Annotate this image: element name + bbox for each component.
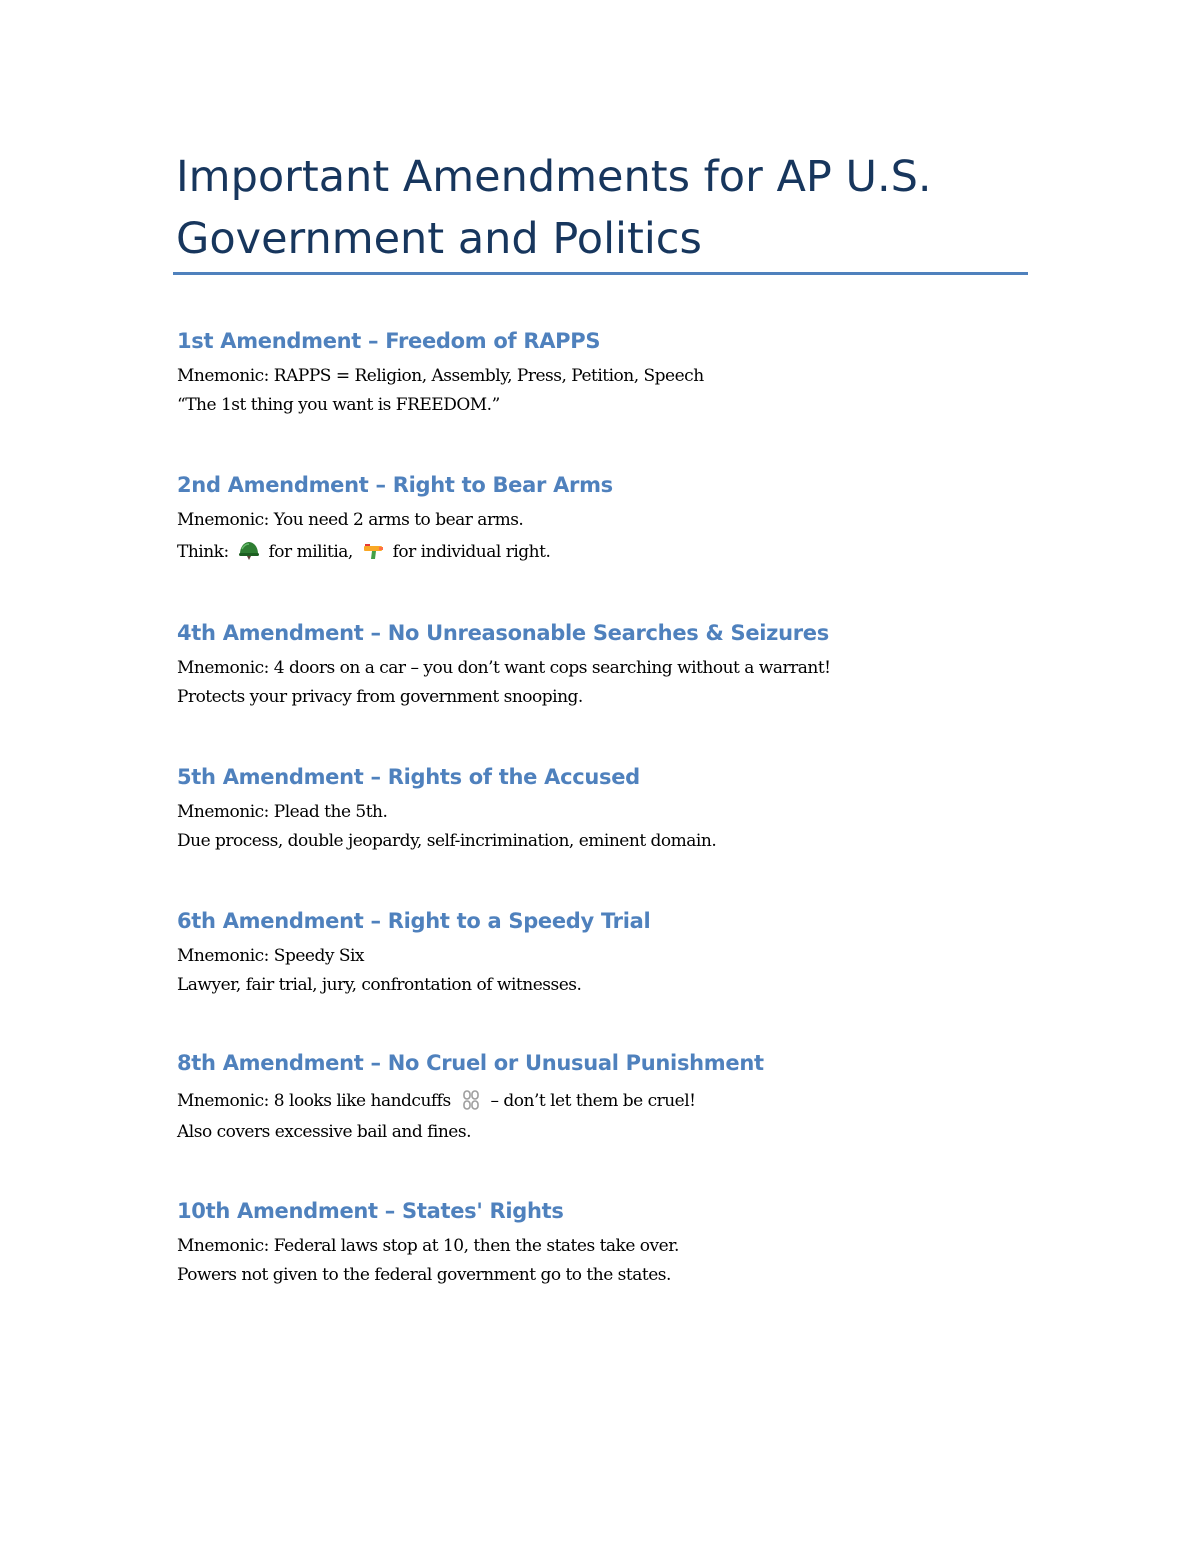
section-4th-amendment [177, 618, 1077, 712]
section-heading: 6th Amendment – Right to a Speedy Trial [177, 909, 651, 933]
section-10th-amendment [177, 1196, 1077, 1290]
chains-icon [460, 1090, 482, 1110]
section-heading: 4th Amendment – No Unreasonable Searches & Seizures [177, 621, 829, 645]
section-8th-amendment [177, 1048, 1077, 1147]
detail-line: Lawyer, fair trial, jury, confrontation of witnesses. [177, 975, 582, 995]
title-line-2: Government and Politics [176, 214, 702, 264]
mnemonic-line: Mnemonic: Plead the 5th. [177, 802, 388, 822]
mnemonic-line: Mnemonic: You need 2 arms to bear arms. [177, 510, 524, 530]
title-line-1: Important Amendments for AP U.S. [176, 152, 932, 202]
section-5th-amendment [177, 762, 1077, 856]
mnemonic-line: Mnemonic: Speedy Six [177, 946, 365, 966]
mnemonic-line: Mnemonic: Federal laws stop at 10, then the states take over. [177, 1236, 679, 1256]
detail-line [177, 535, 1077, 569]
detail-suffix: for individual right. [392, 542, 551, 562]
section-2nd-amendment [177, 470, 1077, 569]
detail-line: Also covers excessive bail and fines. [177, 1122, 471, 1142]
detail-line: “The 1st thing you want is FREEDOM.” [177, 395, 500, 415]
detail-line: Powers not given to the federal government go to the states. [177, 1265, 671, 1285]
mnemonic-line: Mnemonic: 4 doors on a car – you don’t want cops searching without a warrant! [177, 658, 831, 678]
section-heading: 1st Amendment – Freedom of RAPPS [177, 329, 601, 353]
detail-line: Protects your privacy from government snooping. [177, 687, 583, 707]
section-heading: 5th Amendment – Rights of the Accused [177, 765, 640, 789]
mnemonic-line: Mnemonic: RAPPS = Religion, Assembly, Press, Petition, Speech [177, 366, 704, 386]
detail-line: Due process, double jeopardy, self-incrimination, eminent domain. [177, 831, 717, 851]
section-heading: 8th Amendment – No Cruel or Unusual Punishment [177, 1051, 764, 1075]
title-underline [173, 272, 1028, 275]
section-6th-amendment [177, 906, 1077, 1000]
mnemonic-suffix: – don’t let them be cruel! [490, 1091, 696, 1111]
mnemonic-prefix: Mnemonic: 8 looks like handcuffs [177, 1091, 451, 1111]
detail-middle: for militia, [268, 542, 353, 562]
mnemonic-line [177, 1084, 1077, 1118]
military-helmet-icon [238, 541, 260, 561]
page-title [176, 146, 1076, 270]
detail-prefix: Think: [177, 542, 229, 562]
section-1st-amendment [177, 326, 1077, 420]
section-heading: 2nd Amendment – Right to Bear Arms [177, 473, 613, 497]
water-pistol-icon [362, 541, 384, 561]
section-heading: 10th Amendment – States' Rights [177, 1199, 564, 1223]
